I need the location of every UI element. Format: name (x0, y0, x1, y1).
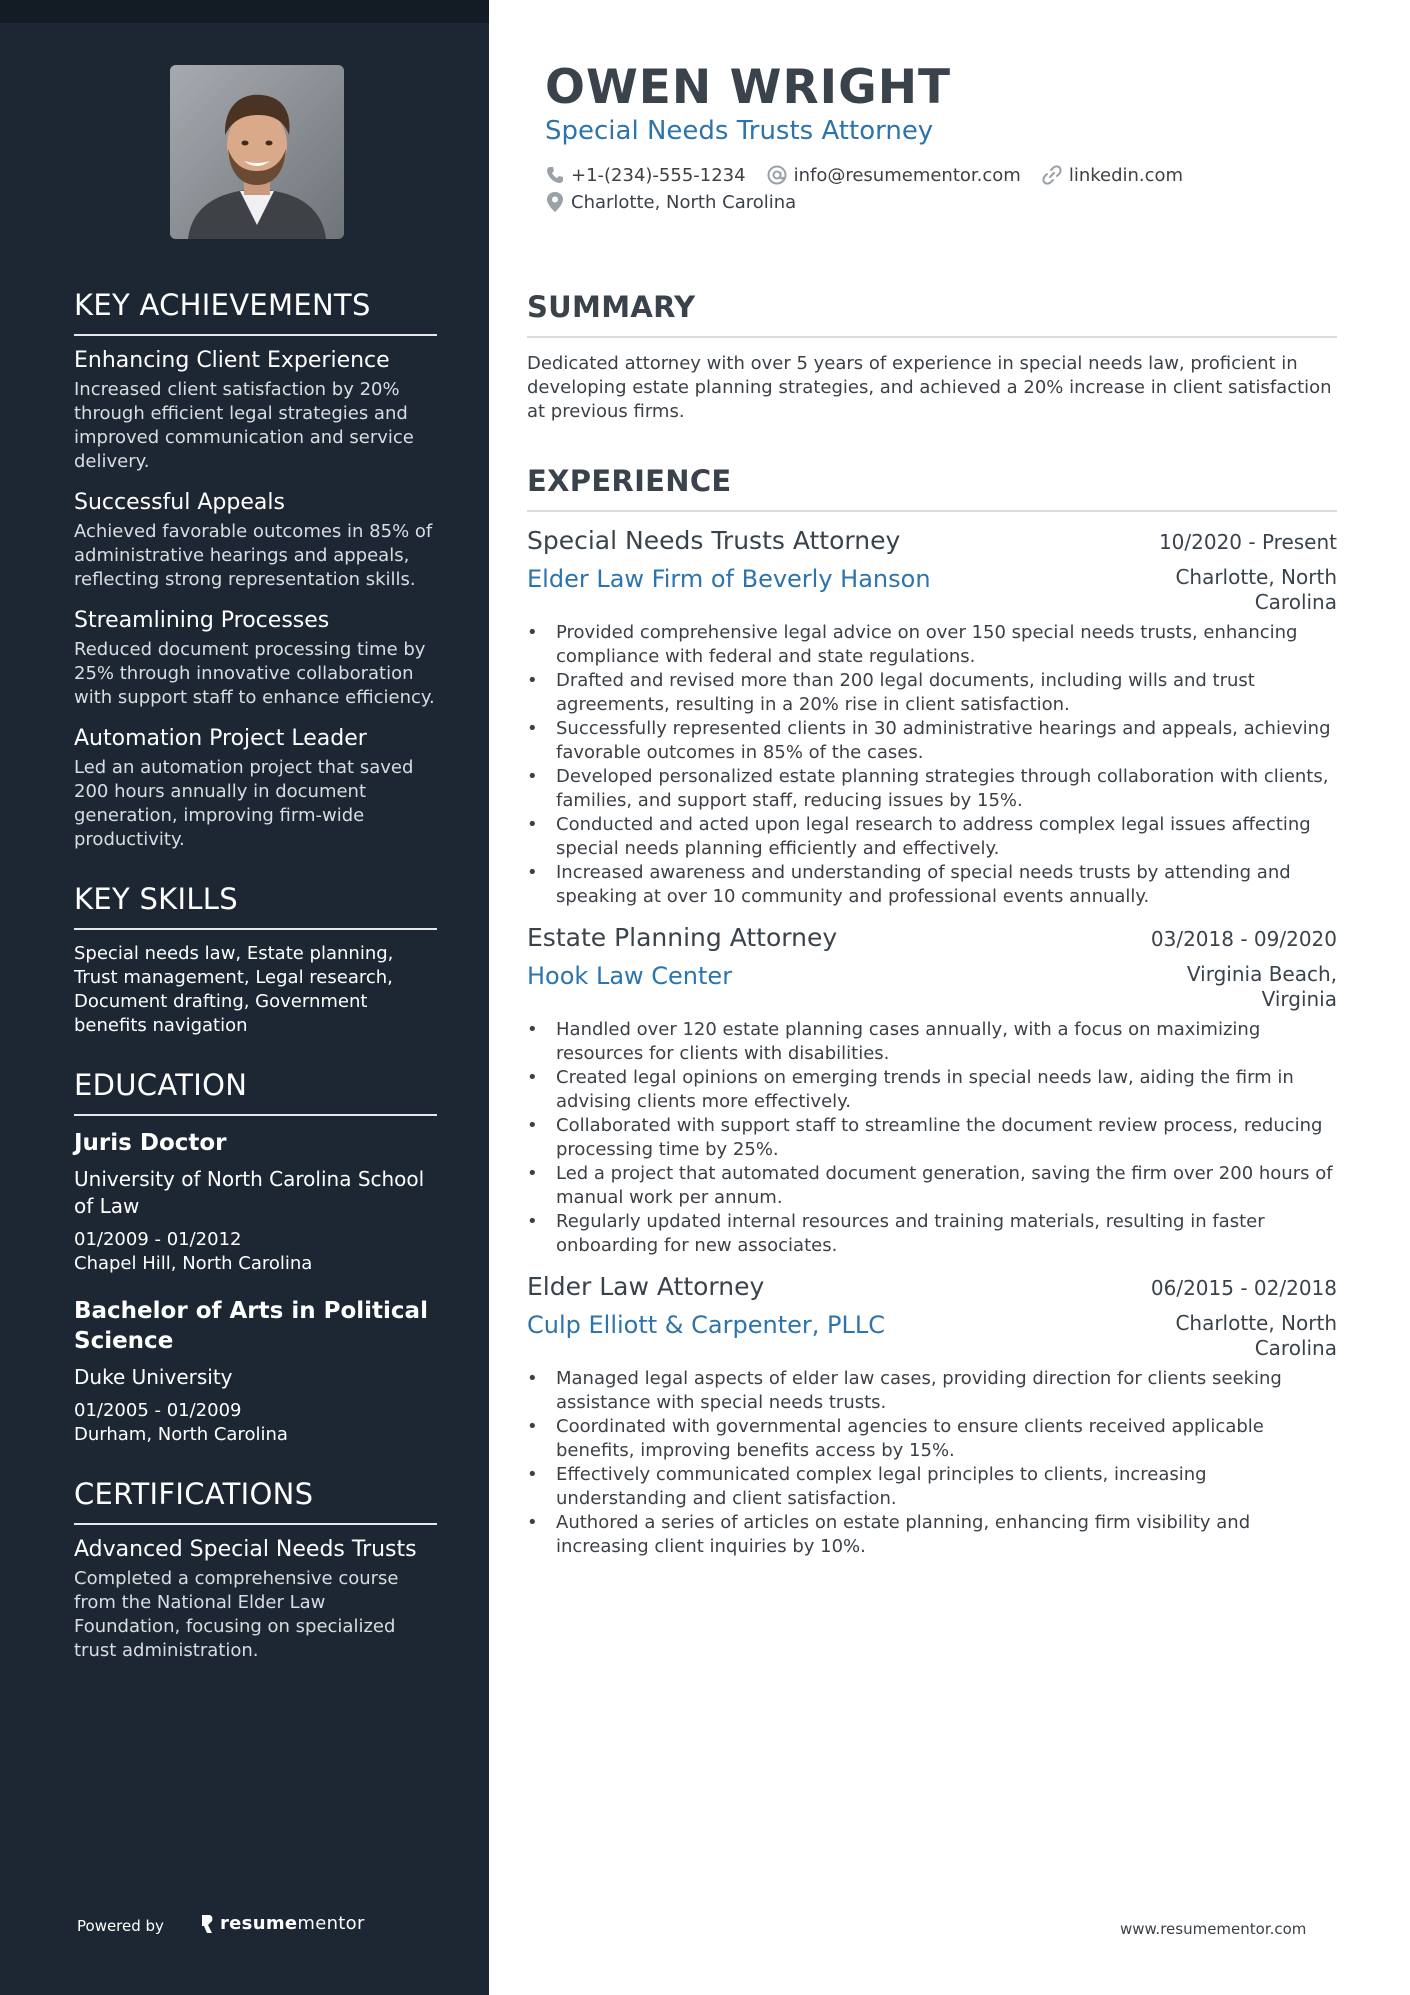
job-bullet: • Managed legal aspects of elder law cases, providing direction for clients seeking assistance with special needs trusts. (527, 1367, 1337, 1415)
map-pin-icon (545, 191, 565, 213)
skills-list: Special needs law, Estate planning, Trust management, Legal research, Document drafting, Government benefits navigation (74, 943, 394, 1036)
key-skills-heading: KEY SKILLS (74, 882, 437, 930)
job-company: Hook Law Center (527, 962, 733, 990)
job-bullets (527, 621, 1337, 909)
linkedin-link: linkedin.com (1068, 164, 1184, 186)
job-bullet: • Effectively communicated complex legal principles to clients, increasing understanding and client satisfaction. (527, 1463, 1337, 1511)
email-address: info@resumementor.com (793, 164, 1021, 186)
contact-phone[interactable] (545, 165, 746, 186)
experience-heading: EXPERIENCE (527, 464, 1337, 512)
key-skills-section (74, 882, 437, 1038)
job-bullets (527, 1367, 1337, 1559)
phone-number: +1-(234)-555-1234 (571, 164, 746, 186)
job-entry (527, 1272, 1337, 1559)
education-location: Chapel Hill, North Carolina (74, 1253, 313, 1274)
key-achievements-heading: KEY ACHIEVEMENTS (74, 288, 437, 336)
brand-name-rest: mentor (297, 1913, 365, 1934)
at-sign-icon (766, 164, 788, 186)
summary-text: Dedicated attorney with over 5 years of experience in special needs law, proficient in developing estate planning strategies, and achieved a 20% increase in client satisfaction at previous firms. (527, 353, 1332, 422)
education-degree: Bachelor of Arts in Political Science (74, 1298, 428, 1354)
job-dates: 03/2018 - 09/2020 (1150, 927, 1337, 951)
education-dates: 01/2005 - 01/2009 (74, 1400, 242, 1421)
experience-section (527, 464, 1337, 1573)
job-entry (527, 923, 1337, 1258)
job-bullet: • Coordinated with governmental agencies to ensure clients received applicable benefits, improving benefits access by 15%. (527, 1415, 1337, 1463)
powered-by-label: Powered by (77, 1917, 164, 1935)
contact-email[interactable] (766, 164, 1021, 186)
achievement-description: Achieved favorable outcomes in 85% of administrative hearings and appeals, reflecting strong representation skills. (74, 521, 433, 590)
job-bullet: • Developed personalized estate planning strategies through collaboration with clients, families, and support staff, reducing issues by 15%. (527, 765, 1337, 813)
education-school: Duke University (74, 1365, 233, 1389)
certification-description: Completed a comprehensive course from the National Elder Law Foundation, focusing on specialized trust administration. (74, 1568, 399, 1661)
job-company: Culp Elliott & Carpenter, PLLC (527, 1311, 885, 1339)
achievement-item (74, 726, 437, 852)
education-school: University of North Carolina School of Law (74, 1167, 425, 1218)
contact-row (545, 191, 816, 213)
achievement-description: Led an automation project that saved 200 hours annually in document generation, improving firm-wide productivity. (74, 757, 414, 850)
brand-logo[interactable] (200, 1913, 365, 1934)
location-text: Charlotte, North Carolina (571, 191, 797, 213)
job-bullet: • Regularly updated internal resources and training materials, resulting in faster onboarding for new associates. (527, 1210, 1337, 1258)
job-bullet: • Created legal opinions on emerging trends in special needs law, aiding the firm in advising clients more effectively. (527, 1066, 1337, 1114)
key-achievements-section (74, 288, 437, 852)
summary-section (527, 290, 1337, 424)
certifications-heading: CERTIFICATIONS (74, 1477, 437, 1525)
achievement-title: Streamlining Processes (74, 608, 330, 633)
footer-website-link[interactable]: www.resumementor.com (1120, 1920, 1307, 1938)
profile-photo (170, 65, 344, 239)
job-bullet: • Led a project that automated document generation, saving the firm over 200 hours of manual work per annum. (527, 1162, 1337, 1210)
education-dates: 01/2009 - 01/2012 (74, 1229, 242, 1250)
achievement-title: Enhancing Client Experience (74, 348, 390, 373)
brand-name-bold: resume (220, 1913, 298, 1934)
certification-title: Advanced Special Needs Trusts (74, 1537, 417, 1562)
summary-heading: SUMMARY (527, 290, 1337, 338)
job-dates: 10/2020 - Present (1158, 530, 1337, 554)
certifications-section (74, 1477, 437, 1663)
job-bullet: • Provided comprehensive legal advice on over 150 special needs trusts, enhancing compliance with federal and state regulations. (527, 621, 1337, 669)
achievement-title: Successful Appeals (74, 490, 285, 515)
achievement-item (74, 608, 437, 710)
achievement-description: Reduced document processing time by 25% through innovative collaboration with support staff to enhance efficiency. (74, 639, 435, 708)
job-title: Elder Law Attorney (527, 1272, 765, 1301)
contact-location (545, 191, 796, 213)
achievement-description: Increased client satisfaction by 20% through efficient legal strategies and improved communication and service delivery. (74, 379, 414, 472)
sidebar-top-bar (0, 0, 489, 23)
achievement-item (74, 490, 437, 592)
education-item (74, 1296, 437, 1447)
education-location: Durham, North Carolina (74, 1424, 288, 1445)
job-entry (527, 526, 1337, 909)
job-title: Special Needs Trusts Attorney (527, 526, 901, 555)
contact-row (545, 164, 1203, 186)
job-bullet: • Collaborated with support staff to streamline the document review process, reducing processing time by 25%. (527, 1114, 1337, 1162)
education-item (74, 1128, 437, 1276)
candidate-role: Special Needs Trusts Attorney (545, 116, 934, 146)
job-dates: 06/2015 - 02/2018 (1150, 1276, 1337, 1300)
profile-photo-illustration (170, 65, 344, 239)
job-bullet: • Handled over 120 estate planning cases annually, with a focus on maximizing resources for clients with disabilities. (527, 1018, 1337, 1066)
education-section (74, 1068, 437, 1447)
job-bullet: • Drafted and revised more than 200 legal documents, including wills and trust agreements, resulting in a 20% rise in client satisfaction. (527, 669, 1337, 717)
achievement-title: Automation Project Leader (74, 726, 367, 751)
certification-item (74, 1537, 437, 1663)
education-heading: EDUCATION (74, 1068, 437, 1116)
resumementor-logo-icon (200, 1914, 214, 1934)
sidebar-content (74, 288, 437, 1693)
achievement-item (74, 348, 437, 474)
job-title: Estate Planning Attorney (527, 923, 838, 952)
job-bullet: • Conducted and acted upon legal research to address complex legal issues affecting special needs planning efficiently and effectively. (527, 813, 1337, 861)
job-location: Virginia Beach, Virginia (1186, 962, 1337, 1011)
contact-linkedin[interactable] (1041, 164, 1183, 186)
link-icon (1041, 164, 1063, 186)
job-location: Charlotte, North Carolina (1175, 565, 1337, 614)
education-degree: Juris Doctor (74, 1130, 227, 1156)
job-bullet: • Successfully represented clients in 30 administrative hearings and appeals, achieving favorable outcomes in 85% of the cases. (527, 717, 1337, 765)
job-bullet: • Increased awareness and understanding of special needs trusts by attending and speaking at over 10 community and professional events annually. (527, 861, 1337, 909)
job-location: Charlotte, North Carolina (1175, 1311, 1337, 1360)
job-bullets (527, 1018, 1337, 1258)
candidate-name: OWEN WRIGHT (545, 60, 952, 115)
job-company: Elder Law Firm of Beverly Hanson (527, 565, 931, 593)
sidebar (0, 0, 489, 1995)
job-bullet: • Authored a series of articles on estate planning, enhancing firm visibility and increasing client inquiries by 10%. (527, 1511, 1337, 1559)
phone-icon (545, 165, 565, 185)
